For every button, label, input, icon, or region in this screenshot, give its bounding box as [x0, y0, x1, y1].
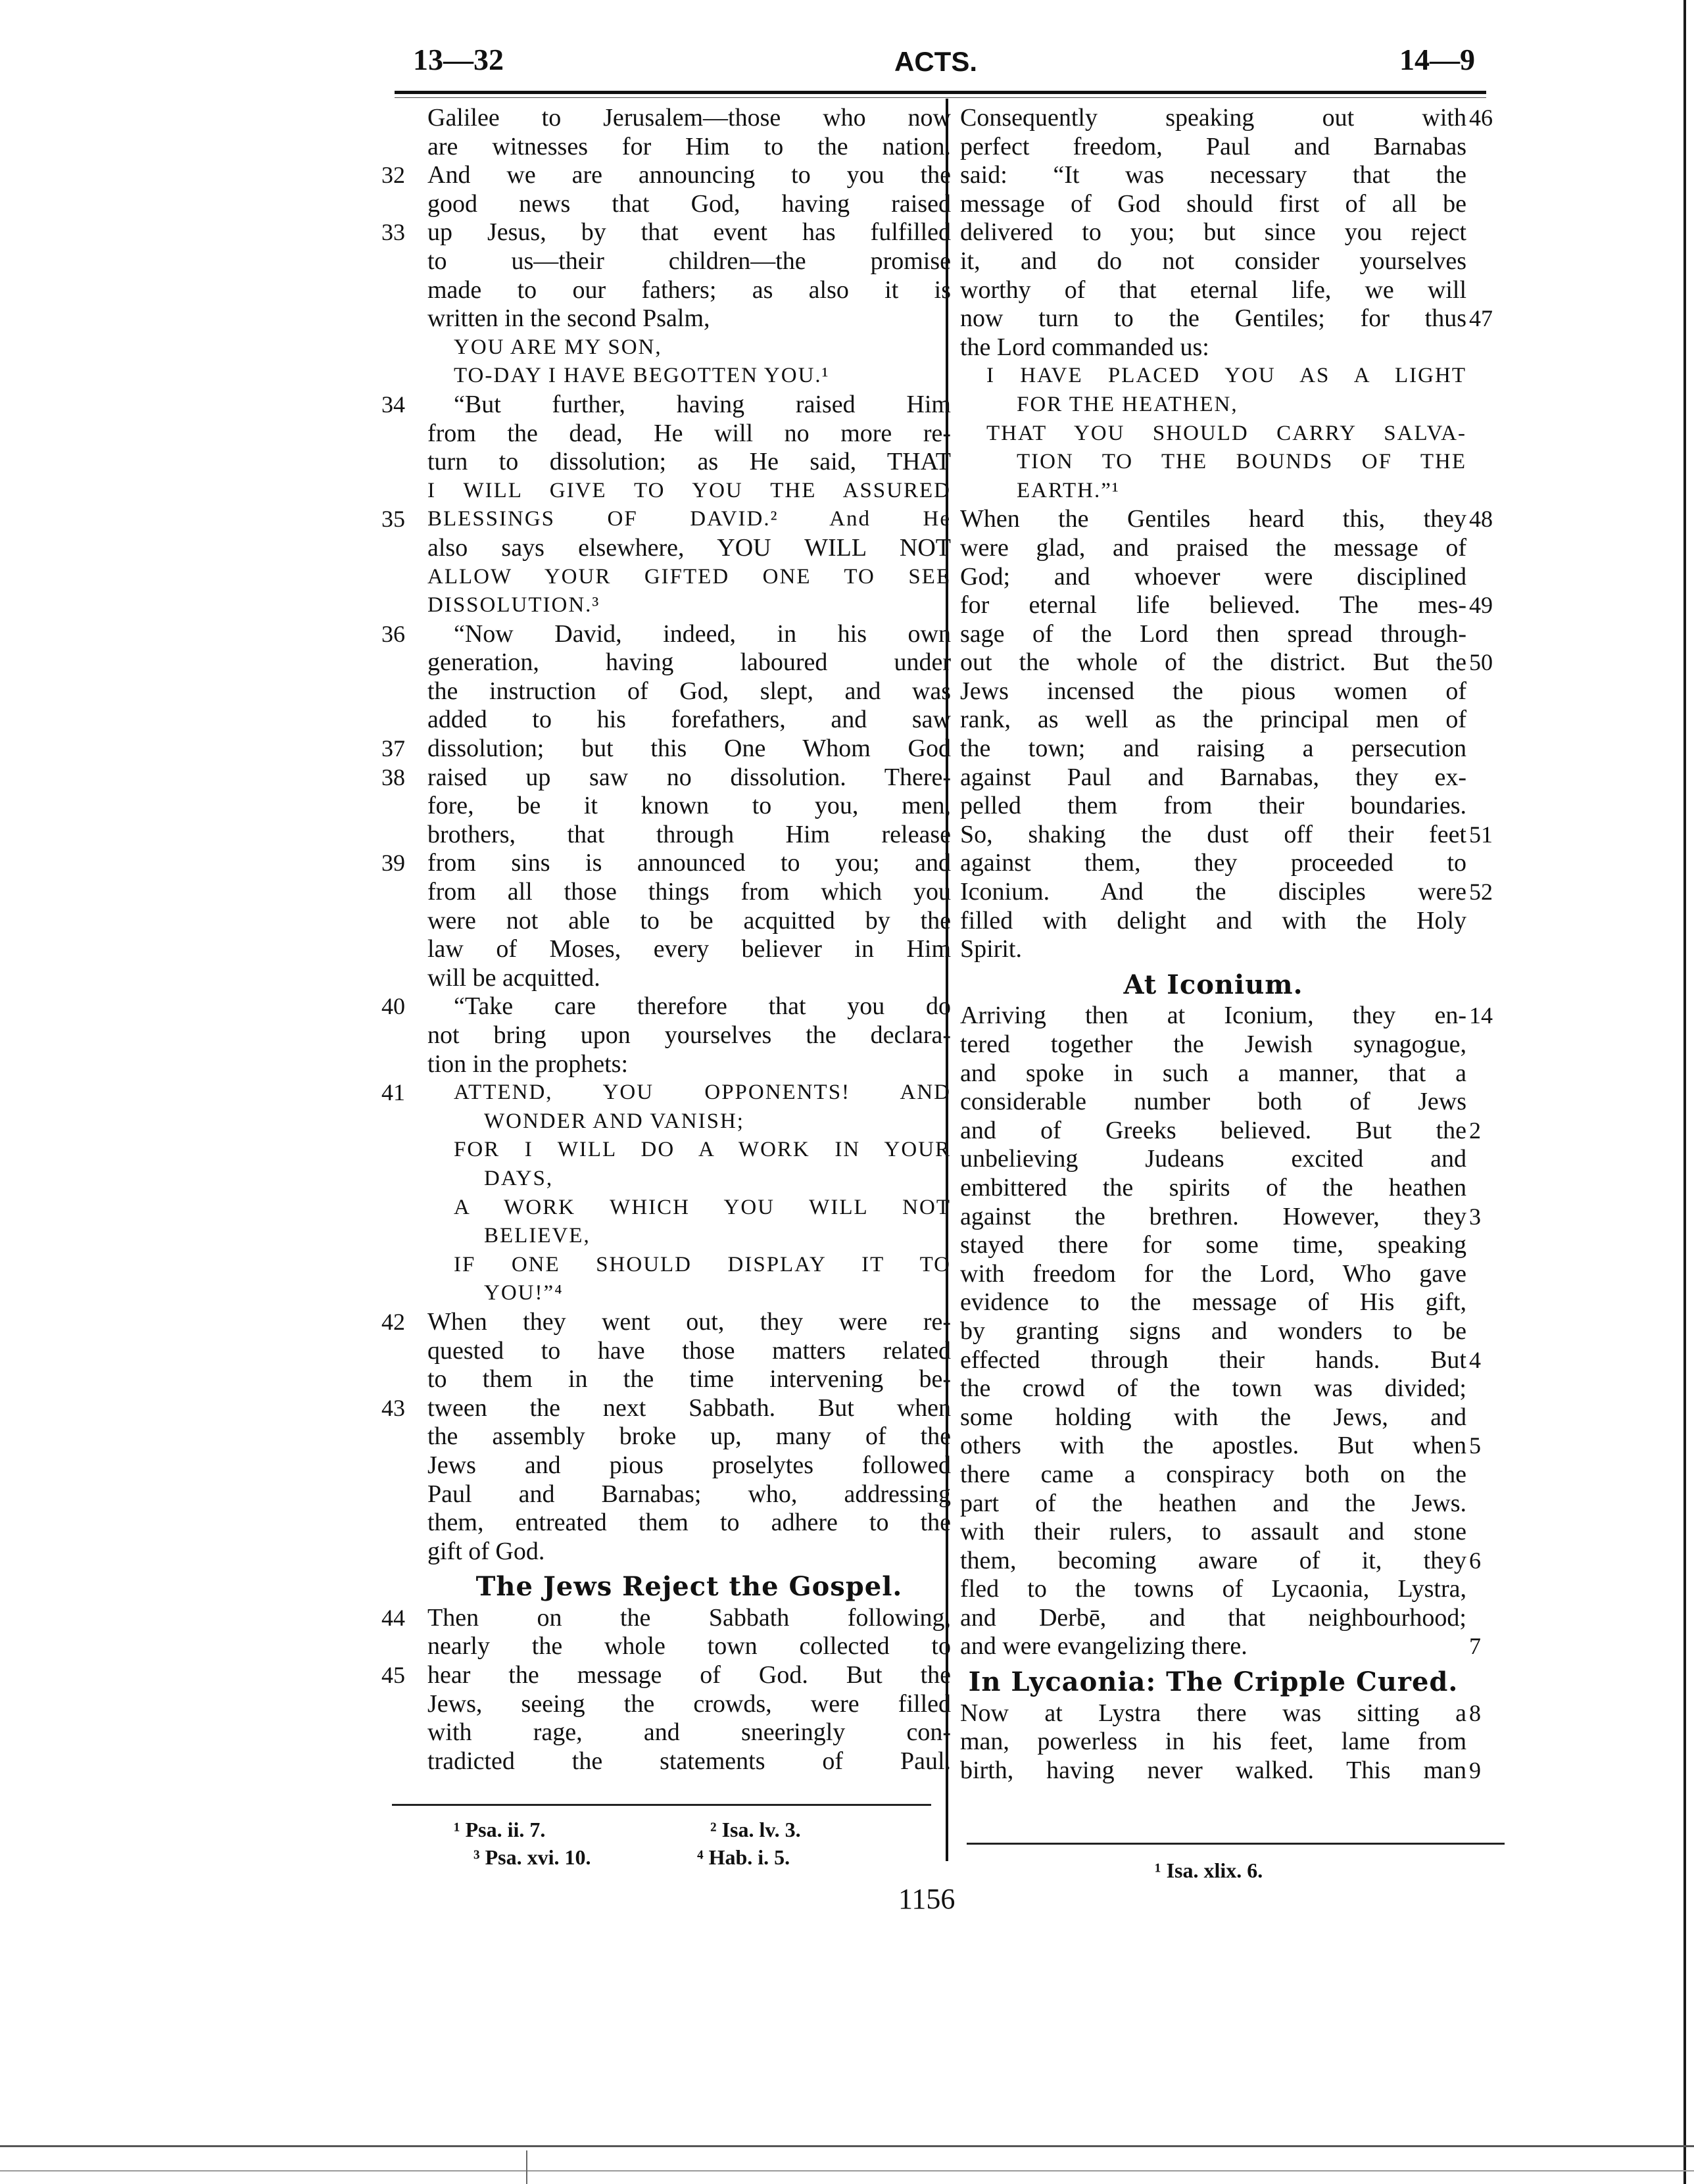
- text-line: [381, 1337, 951, 1366]
- text-line: [950, 1374, 1466, 1403]
- verse-number: 52: [1469, 879, 1493, 906]
- verse-number: 35: [381, 506, 405, 533]
- line-text: nearly the whole town collected to: [427, 1632, 951, 1661]
- line-text: from the dead, He will no more re-: [427, 419, 951, 447]
- page-edge: [1683, 0, 1686, 2184]
- text-line: [950, 1632, 1481, 1661]
- text-line: [381, 218, 951, 247]
- verse-number: 38: [381, 764, 405, 790]
- line-text: I WILL GIVE TO YOU THE ASSURED: [427, 478, 951, 502]
- text-line: [381, 1279, 951, 1308]
- line-text: tradicted the statements of Paul.: [427, 1747, 951, 1775]
- footnote: ³ Psa. xvi. 10.: [473, 1845, 591, 1869]
- running-head-book-title: ACTS.: [894, 46, 977, 77]
- text-line: [381, 477, 951, 506]
- text-line: [381, 1604, 951, 1633]
- verse-number: 5: [1469, 1432, 1481, 1459]
- line-text: will be acquitted.: [427, 963, 600, 992]
- text-line: [950, 677, 1466, 706]
- text-line: [950, 1756, 1481, 1785]
- line-text: the instruction of God, slept, and was: [427, 677, 951, 705]
- line-text: “But further, having raised Him: [454, 390, 951, 418]
- verse-number: 33: [381, 219, 405, 246]
- line-text: raised up saw no dissolution. There-: [427, 763, 951, 791]
- text-line: [381, 764, 951, 792]
- text-line: [381, 1079, 951, 1107]
- line-text: there came a conspiracy both on the: [960, 1460, 1466, 1488]
- line-text: Consequently speaking out with: [960, 104, 1466, 132]
- line-text: tion in the prophets:: [427, 1050, 629, 1078]
- line-text: YOU ARE MY SON,: [454, 335, 662, 359]
- text-line: [381, 591, 951, 620]
- line-text: and Derbē, and that neighbourhood;: [960, 1603, 1466, 1632]
- text-line: [950, 1116, 1481, 1146]
- line-text: The Jews Reject the Gospel.: [475, 1571, 903, 1603]
- line-text: TO-DAY I HAVE BEGOTTEN YOU.¹: [454, 364, 830, 388]
- text-line: [950, 935, 1466, 964]
- line-text: YOU!”⁴: [484, 1281, 564, 1305]
- text-line: [381, 821, 951, 850]
- text-line: [950, 1604, 1466, 1633]
- line-text: it, and do not consider yourselves: [960, 247, 1466, 275]
- text-line: [950, 304, 1493, 333]
- verse-number: 6: [1469, 1547, 1481, 1574]
- text-line: [381, 1538, 951, 1566]
- line-text: embittered the spirits of the heathen: [960, 1173, 1466, 1201]
- line-text: perfect freedom, Paul and Barnabas: [960, 132, 1466, 160]
- text-line: [381, 276, 951, 305]
- text-line: [381, 992, 951, 1021]
- text-line: [381, 1136, 951, 1165]
- text-line: [381, 1050, 951, 1079]
- text-line: [950, 247, 1466, 276]
- verse-number: 43: [381, 1394, 405, 1421]
- verse-number: 45: [381, 1662, 405, 1689]
- line-text: THAT YOU SHOULD CARRY SALVA-: [986, 421, 1466, 445]
- line-text: And we are announcing to you the: [427, 161, 951, 189]
- line-text: DAYS,: [484, 1166, 554, 1190]
- verse-number: 46: [1469, 105, 1493, 131]
- text-line: [381, 964, 951, 993]
- scan-mark: [526, 2150, 527, 2184]
- line-text: generation, having laboured under: [427, 648, 951, 677]
- line-text: made to our fathers; as also it is: [427, 276, 951, 304]
- scan-border-line: [0, 2170, 1694, 2172]
- text-line: [381, 706, 951, 735]
- line-text: by granting signs and wonders to be: [960, 1317, 1466, 1345]
- line-text: were not able to be acquitted by the: [427, 906, 951, 934]
- verse-number: 41: [381, 1079, 405, 1106]
- line-text: and of Greeks believed. But the: [960, 1116, 1466, 1144]
- line-text: IF ONE SHOULD DISPLAY IT TO: [454, 1252, 951, 1276]
- text-line: [950, 1288, 1466, 1317]
- footnote-rule: [967, 1843, 1505, 1845]
- running-head-left-ref: 13—32: [413, 43, 504, 76]
- text-line: [950, 133, 1466, 162]
- line-text: fled to the towns of Lycaonia, Lystra,: [960, 1575, 1466, 1603]
- text-line: [950, 1317, 1466, 1346]
- text-line: [950, 1403, 1466, 1432]
- line-text: Then on the Sabbath following,: [427, 1603, 951, 1632]
- line-text: A WORK WHICH YOU WILL NOT: [454, 1195, 951, 1219]
- text-line: [950, 907, 1466, 936]
- line-text: considerable number both of Jews: [960, 1088, 1466, 1116]
- line-text: law of Moses, every believer in Him: [427, 935, 951, 963]
- line-text: good news that God, having raised: [427, 189, 951, 218]
- text-line: [950, 1728, 1466, 1757]
- text-line: [950, 161, 1466, 190]
- line-text: with rage, and sneeringly con-: [427, 1718, 951, 1747]
- line-text: part of the heathen and the Jews.: [960, 1489, 1466, 1517]
- header-rule: [395, 97, 1486, 98]
- line-text: birth, having never walked. This man: [960, 1756, 1466, 1784]
- line-text: others with the apostles. But when: [960, 1432, 1466, 1460]
- text-line: [950, 1490, 1466, 1518]
- verse-number: 49: [1469, 592, 1493, 619]
- text-line: [381, 1021, 951, 1050]
- right-text-column: [950, 104, 1509, 1785]
- line-text: the assembly broke up, many of the: [427, 1422, 951, 1451]
- verse-number: 39: [381, 850, 405, 877]
- text-line: [381, 1222, 951, 1251]
- footnote: ⁴ Hab. i. 5.: [697, 1845, 790, 1869]
- line-text: some holding with the Jews, and: [960, 1403, 1466, 1431]
- text-line: [381, 1451, 951, 1480]
- line-text: Arriving then at Iconium, they en-: [960, 1002, 1466, 1030]
- text-line: [950, 620, 1466, 649]
- text-line: [381, 1747, 951, 1776]
- text-line: [381, 878, 951, 907]
- text-line: [381, 1308, 951, 1337]
- line-text: man, powerless in his feet, lame from: [960, 1728, 1466, 1756]
- line-text: So, shaking the dust off their feet: [960, 820, 1466, 848]
- line-text: the town; and raising a persecution: [960, 735, 1466, 763]
- verse-number: 8: [1469, 1699, 1481, 1726]
- text-line: [950, 104, 1493, 133]
- verse-number: 42: [381, 1308, 405, 1335]
- text-line: [950, 849, 1466, 878]
- verse-number: 14: [1469, 1002, 1493, 1029]
- footnote-rule: [392, 1804, 931, 1806]
- text-line: [381, 1661, 951, 1690]
- line-text: unbelieving Judeans excited and: [960, 1145, 1466, 1173]
- line-text: BELIEVE,: [484, 1224, 591, 1248]
- text-line: [950, 448, 1466, 477]
- verse-number: 34: [381, 391, 405, 418]
- verse-number: 44: [381, 1604, 405, 1631]
- text-line: [381, 420, 951, 449]
- text-line: [950, 276, 1466, 305]
- text-line: [950, 333, 1466, 362]
- text-line: [381, 735, 951, 764]
- footnote: ¹ Psa. ii. 7.: [454, 1818, 546, 1841]
- line-text: against the brethren. However, they: [960, 1202, 1466, 1230]
- page-number: 1156: [898, 1883, 956, 1915]
- line-text: and spoke in such a manner, that a: [960, 1059, 1466, 1087]
- verse-number: 9: [1469, 1757, 1481, 1784]
- section-heading: [950, 1668, 1466, 1697]
- text-line: [950, 218, 1466, 247]
- line-text: FOR THE HEATHEN,: [1017, 392, 1238, 416]
- line-text: filled with delight and with the Holy: [960, 906, 1466, 934]
- text-line: [381, 190, 951, 219]
- text-line: [381, 677, 951, 706]
- line-text: against them, they proceeded to: [960, 849, 1466, 877]
- text-line: [950, 1174, 1466, 1203]
- verse-number: 4: [1469, 1346, 1481, 1373]
- text-line: [381, 907, 951, 936]
- line-text: Jews incensed the pious women of: [960, 677, 1466, 705]
- line-text: quested to have those matters related: [427, 1336, 951, 1365]
- line-text: When the Gentiles heard this, they: [960, 505, 1466, 533]
- line-text: rank, as well as the principal men of: [960, 706, 1466, 734]
- text-line: [950, 1202, 1481, 1232]
- running-head-right-ref: 14—9: [1399, 43, 1475, 76]
- text-line: [381, 333, 951, 362]
- line-text: Galilee to Jerusalem—those who now: [427, 104, 951, 132]
- verse-number: 32: [381, 162, 405, 189]
- text-line: [950, 1461, 1466, 1490]
- text-line: [381, 1165, 951, 1194]
- line-text: FOR I WILL DO A WORK IN YOUR: [454, 1138, 951, 1162]
- text-line: [381, 792, 951, 821]
- text-line: [381, 563, 951, 592]
- text-line: [381, 133, 951, 162]
- line-text: BLESSINGS OF DAVID.² And He: [427, 507, 951, 531]
- verse-number: 40: [381, 993, 405, 1020]
- text-line: [950, 706, 1466, 735]
- verse-number: 2: [1469, 1117, 1481, 1144]
- line-text: tered together the Jewish synagogue,: [960, 1031, 1466, 1058]
- line-text: Jews and pious proselytes followed: [427, 1451, 951, 1479]
- left-text-column: [381, 104, 951, 1776]
- verse-number: 7: [1469, 1633, 1481, 1660]
- text-line: [381, 1107, 951, 1136]
- line-text: fore, be it known to you, men,: [427, 792, 951, 820]
- text-line: [950, 591, 1493, 620]
- line-text: to them in the time intervening be-: [427, 1365, 951, 1394]
- text-line: [950, 1260, 1466, 1289]
- text-line: [950, 1231, 1466, 1260]
- text-line: [381, 1480, 951, 1509]
- text-line: [381, 935, 951, 964]
- line-text: “Now David, indeed, in his own: [454, 619, 951, 648]
- line-text: turn to dissolution; as He said, THAT: [427, 448, 951, 476]
- line-text: sage of the Lord then spread through-: [960, 619, 1466, 648]
- line-text: message of God should first of all be: [960, 189, 1466, 218]
- line-text: Paul and Barnabas; who, addressing: [427, 1480, 951, 1508]
- text-line: [381, 304, 951, 333]
- line-text: WONDER AND VANISH;: [484, 1109, 744, 1133]
- text-line: [950, 477, 1466, 506]
- text-line: [950, 1002, 1493, 1031]
- text-line: [381, 247, 951, 276]
- line-text: are witnesses for Him to the nation.: [427, 132, 951, 160]
- line-text: against Paul and Barnabas, they ex-: [960, 763, 1466, 791]
- line-text: and were evangelizing there.: [960, 1632, 1247, 1661]
- line-text: pelled them from their boundaries.: [960, 792, 1466, 820]
- verse-number: 48: [1469, 506, 1493, 533]
- line-text: the crowd of the town was divided;: [960, 1374, 1466, 1403]
- line-text: from sins is announced to you; and: [427, 849, 951, 877]
- text-line: [381, 620, 951, 649]
- line-text: stayed there for some time, speaking: [960, 1231, 1466, 1259]
- line-text: from all those things from which you: [427, 878, 951, 906]
- line-text: not bring upon yourselves the declara-: [427, 1021, 951, 1049]
- line-text: “Take care therefore that you do: [454, 992, 951, 1021]
- text-line: [381, 648, 951, 677]
- text-line: [950, 1088, 1466, 1117]
- line-text: God; and whoever were disciplined: [960, 562, 1466, 591]
- line-text: When they went out, they were re-: [427, 1307, 951, 1336]
- text-line: [381, 1509, 951, 1538]
- footnote: ² Isa. lv. 3.: [710, 1818, 801, 1841]
- text-line: [381, 1394, 951, 1423]
- line-text: to us—their children—the promise: [427, 247, 951, 275]
- line-text: Now at Lystra there was sitting a: [960, 1699, 1466, 1727]
- line-text: now turn to the Gentiles; for thus: [960, 304, 1466, 333]
- line-text: them, becoming aware of it, they: [960, 1546, 1466, 1574]
- text-line: [381, 1690, 951, 1719]
- line-text: with their rulers, to assault and stone: [960, 1518, 1466, 1546]
- text-line: [950, 362, 1466, 391]
- text-line: [950, 534, 1466, 563]
- line-text: added to his forefathers, and saw: [427, 706, 951, 734]
- section-heading: [950, 971, 1466, 1000]
- line-text: brothers, that through Him release: [427, 820, 951, 848]
- text-line: [950, 1546, 1481, 1576]
- text-line: [381, 104, 951, 133]
- text-line: [950, 1699, 1481, 1728]
- line-text: dissolution; but this One Whom God: [427, 735, 951, 763]
- verse-number: 51: [1469, 821, 1493, 848]
- text-line: [950, 1518, 1466, 1547]
- text-line: [950, 820, 1493, 850]
- text-line: [381, 849, 951, 878]
- text-line: [381, 1194, 951, 1223]
- line-text: hear the message of God. But the: [427, 1661, 951, 1689]
- line-text: DISSOLUTION.³: [427, 593, 600, 618]
- line-text: written in the second Psalm,: [427, 304, 710, 333]
- line-text: TION TO THE BOUNDS OF THE: [1017, 450, 1466, 474]
- text-line: [381, 161, 951, 190]
- text-line: [950, 1031, 1466, 1059]
- line-text: Jews, seeing the crowds, were filled: [427, 1689, 951, 1718]
- line-text: Iconium. And the disciples were: [960, 878, 1466, 906]
- line-text: were glad, and praised the message of: [960, 533, 1466, 562]
- text-line: [381, 362, 951, 391]
- scan-border-line: [0, 2145, 1694, 2147]
- line-text: Spirit.: [960, 935, 1022, 963]
- text-line: [950, 420, 1466, 449]
- text-line: [950, 505, 1493, 534]
- text-line: [950, 391, 1466, 420]
- text-line: [950, 1575, 1466, 1604]
- line-text: them, entreated them to adhere to the: [427, 1509, 951, 1537]
- line-text: evidence to the message of His gift,: [960, 1288, 1466, 1317]
- verse-number: 50: [1469, 649, 1493, 676]
- text-line: [950, 1059, 1466, 1088]
- line-text: gift of God.: [427, 1537, 545, 1565]
- line-text: effected through their hands. But: [960, 1346, 1466, 1374]
- line-text: worthy of that eternal life, we will: [960, 276, 1466, 304]
- text-line: [381, 391, 951, 420]
- text-line: [381, 1365, 951, 1394]
- line-text: In Lycaonia: The Cripple Cured.: [968, 1666, 1459, 1698]
- line-text: ALLOW YOUR GIFTED ONE TO SEE: [427, 564, 951, 589]
- line-text: for eternal life believed. The mes-: [960, 591, 1466, 619]
- text-line: [950, 878, 1493, 907]
- text-line: [381, 1632, 951, 1661]
- text-line: [381, 505, 951, 534]
- text-line: [950, 1432, 1481, 1461]
- text-line: [381, 1718, 951, 1747]
- text-line: [381, 1251, 951, 1280]
- line-text: At Iconium.: [1123, 969, 1303, 1000]
- verse-number: 47: [1469, 305, 1493, 332]
- line-text: out the whole of the district. But the: [960, 648, 1466, 677]
- line-text: delivered to you; but since you reject: [960, 218, 1466, 247]
- line-text: said: “It was necessary that the: [960, 161, 1466, 189]
- line-text: with freedom for the Lord, Who gave: [960, 1259, 1466, 1288]
- header-rule: [395, 91, 1486, 94]
- footnote: ¹ Isa. xlix. 6.: [1155, 1858, 1263, 1882]
- text-line: [950, 735, 1466, 764]
- verse-number: 36: [381, 620, 405, 647]
- text-line: [381, 534, 951, 563]
- line-text: tween the next Sabbath. But when: [427, 1394, 951, 1422]
- line-text: up Jesus, by that event has fulfilled: [427, 218, 951, 247]
- line-text: ATTEND, YOU OPPONENTS! AND: [454, 1080, 951, 1105]
- line-text: I HAVE PLACED YOU AS A LIGHT: [986, 364, 1466, 388]
- text-line: [950, 563, 1466, 592]
- line-text: EARTH.”¹: [1017, 478, 1120, 502]
- verse-number: 3: [1469, 1203, 1481, 1230]
- text-line: [381, 448, 951, 477]
- text-line: [950, 792, 1466, 821]
- line-text: the Lord commanded us:: [960, 333, 1209, 361]
- text-line: [950, 1145, 1466, 1174]
- verse-number: 37: [381, 735, 405, 762]
- section-heading: [381, 1572, 951, 1601]
- text-line: [950, 1346, 1481, 1375]
- text-line: [381, 1422, 951, 1451]
- line-text: also says elsewhere, YOU WILL NOT: [427, 533, 951, 562]
- text-line: [950, 190, 1466, 219]
- text-line: [950, 648, 1493, 677]
- text-line: [950, 764, 1466, 792]
